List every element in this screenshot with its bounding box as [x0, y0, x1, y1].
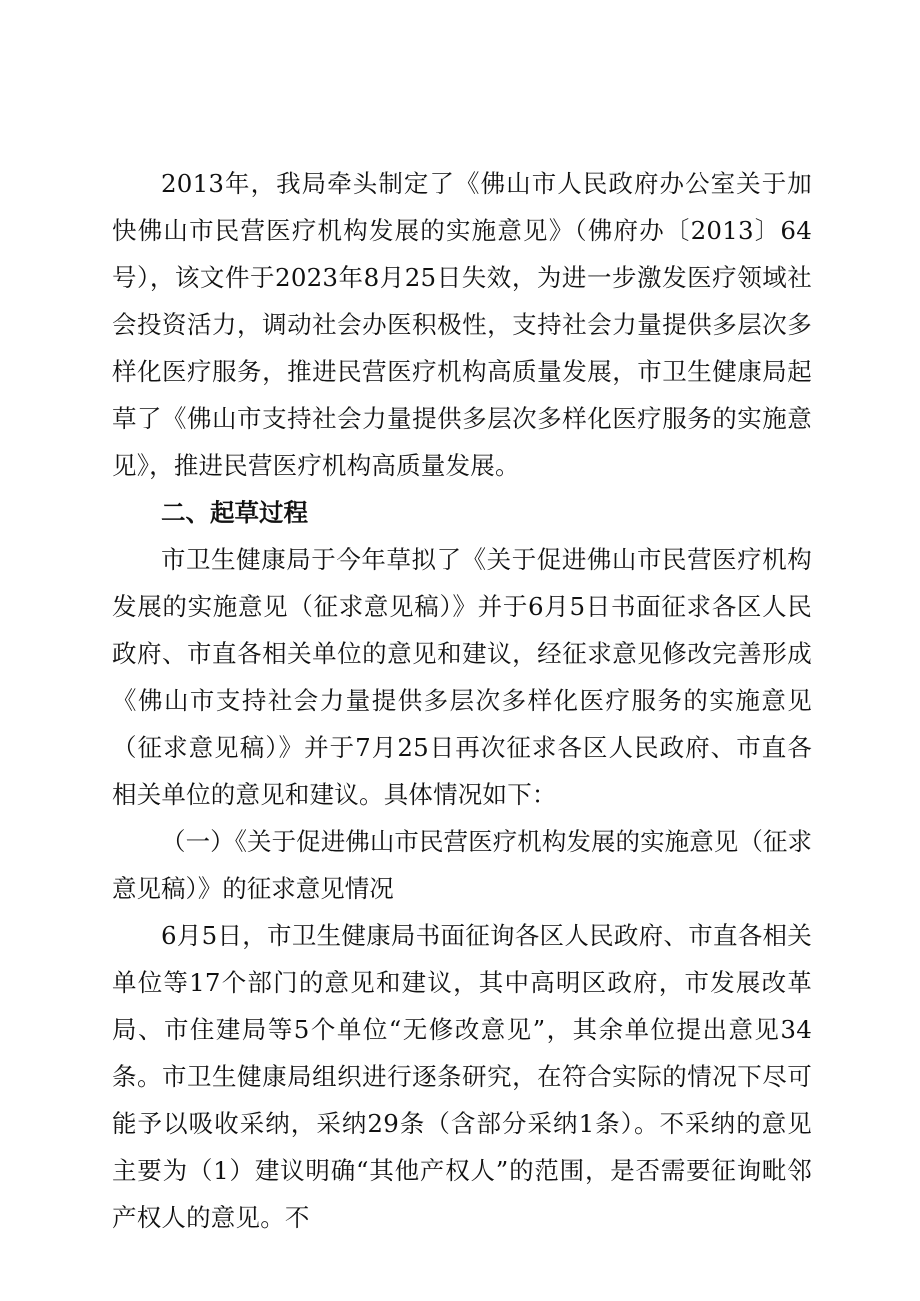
process-intro-paragraph: 市卫生健康局于今年草拟了《关于促进佛山市民营医疗机构发展的实施意见（征求意见稿）》并于6月5日书面征求各区人民政府、市直各相关单位的意见和建议，经征求意见修改完善形成《佛山市支持社会力量提供多层次多样化医疗服务的实施意见（征求意见稿）》并于7月25日再次征求各区人民政府、市直各相关单位的意见和建议。具体情况如下：: [112, 545, 812, 809]
subheading-paragraph: （一）《关于促进佛山市民营医疗机构发展的实施意见（征求意见稿）》的征求意见情况: [112, 827, 812, 903]
section-heading: 二、起草过程: [161, 498, 308, 527]
document-page: [112, 160, 812, 1241]
detail-paragraph: 6月5日，市卫生健康局书面征询各区人民政府、市直各相关单位等17个部门的意见和建议，其中高明区政府，市发展改革局、市住建局等5个单位“无修改意见”，其余单位提出意见34条。市卫生健康局组织进行逐条研究，在符合实际的情况下尽可能予以吸收采纳，采纳29条（含部分采纳1条）。不采纳的意见主要为（1）建议明确“其他产权人”的范围，是否需要征询毗邻产权人的意见。不: [112, 921, 812, 1232]
background-paragraph: 2013年，我局牵头制定了《佛山市人民政府办公室关于加快佛山市民营医疗机构发展的实施意见》（佛府办〔2013〕64号），该文件于2023年8月25日失效，为进一步激发医疗领域社会投资活力，调动社会办医积极性，支持社会力量提供多层次多样化医疗服务，推进民营医疗机构高质量发展，市卫生健康局起草了《佛山市支持社会力量提供多层次多样化医疗服务的实施意见》，推进民营医疗机构高质量发展。: [112, 169, 812, 480]
